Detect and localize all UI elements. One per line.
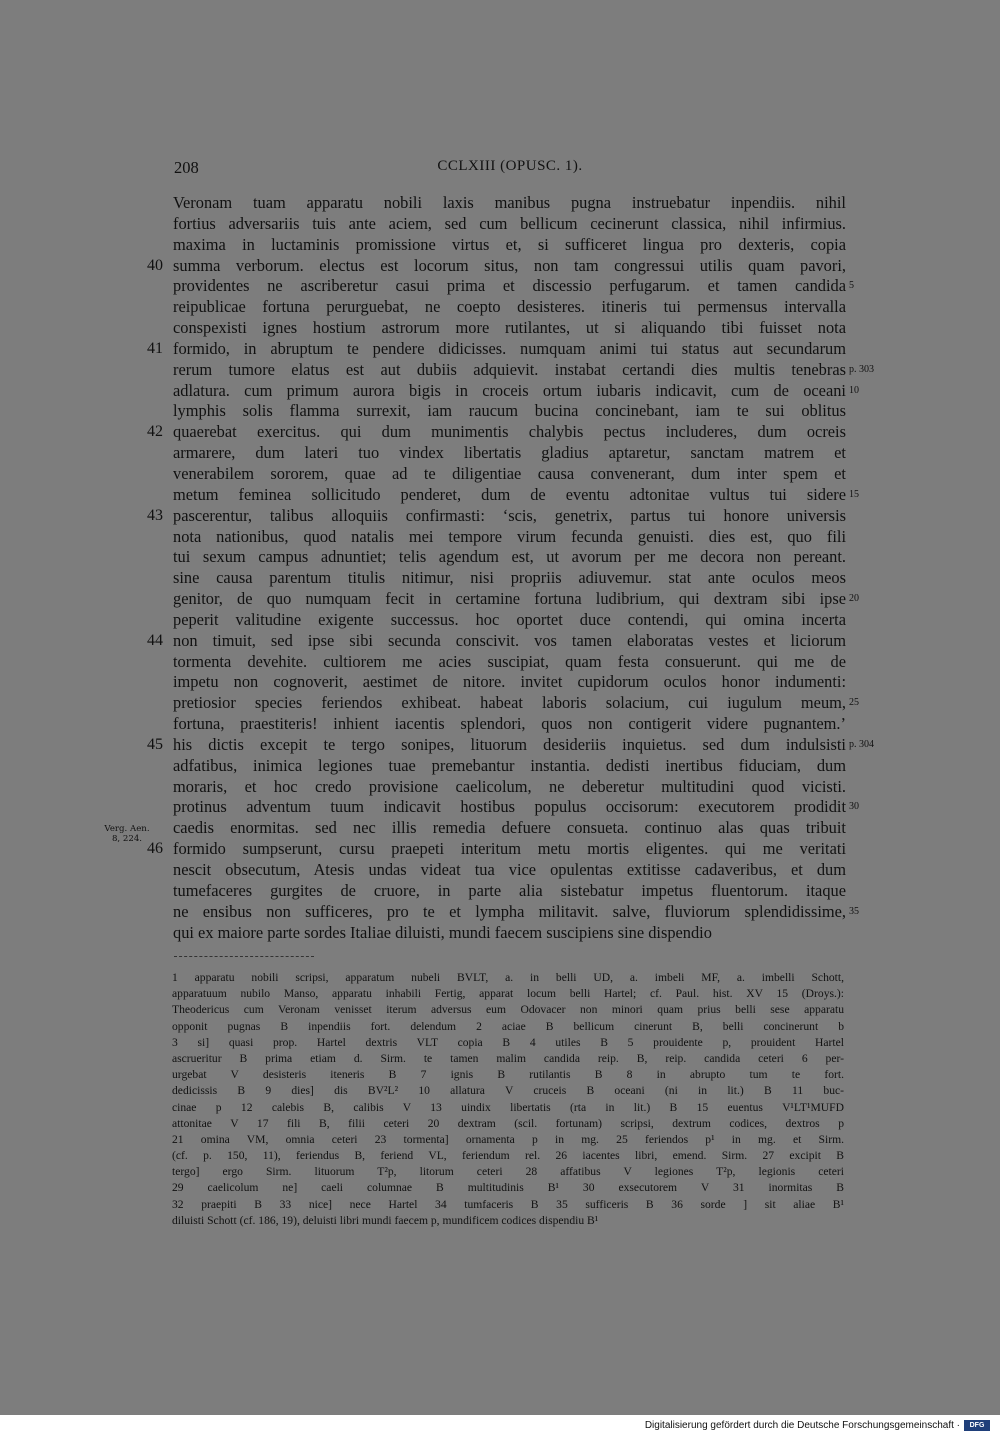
apparatus-line: dedicissis B 9 dies] dis BV²L² 10 allatura V cruceis B oceani (ni in lit.) B 11 buc- — [172, 1084, 844, 1098]
page-number: 208 — [174, 158, 199, 177]
text-line — [173, 464, 846, 485]
text-line-content: nescit obsecutum, Atesis undas videat tua vice opulentas extitisse cadaveribus, et dum — [173, 860, 846, 879]
text-line — [147, 505, 846, 527]
text-line-content: metum feminea sollicitudo penderet, dum de eventu adtonitae vultus tui sidere — [173, 484, 846, 504]
text-line-content: providentes ne ascriberetur casui prima et discessio perfugarum. et tamen candida — [173, 276, 846, 296]
footer-credit — [645, 1419, 990, 1433]
text-line-content: summa verborum. electus est locorum situs, non tam congressui utilis quam pavori, — [173, 255, 846, 275]
text-line-content: reipublicae fortuna perurguebat, ne coepto desisteres. itineris tui permensus intervalla — [173, 297, 846, 317]
text-line-content: impetu non cognoverit, aestimet de nitore. invitet cupidorum oculos honor indumenti: — [173, 672, 846, 692]
text-line-content: tui sexum campus adnuntiet; telis agendum est, ut avorum per me decora non pereant. — [173, 547, 846, 567]
text-line — [173, 547, 846, 568]
apparatus-line: apparatuum nubilo Manso, apparatu inhabili Fertig, apparat locum belli Hartel; cf. Paul. hist. XV 15 (Droys.): — [172, 987, 844, 1001]
margin-reference: 25 — [849, 697, 859, 709]
apparatus-line: Theodericus cum Veronam venisset iterum adversus eum Odovacer non minori quam prius belli sese apparatu — [172, 1003, 844, 1017]
apparatus-line: ascrueritur B prima etiam d. Sirm. te tamen malim candida reip. B, reip. candida ceteri 6 per- — [172, 1051, 844, 1065]
text-line — [173, 276, 854, 297]
margin-citation-line: 8, 224. — [111, 834, 143, 844]
text-line — [147, 338, 846, 360]
paragraph-number: 43 — [147, 506, 163, 524]
dfg-logo: DFG — [964, 1420, 990, 1431]
text-line-content: formido sumpserunt, cursu praepeti interitum metu mortis eligentes. qui me veritati — [173, 839, 846, 859]
text-line — [173, 527, 846, 548]
text-line — [173, 714, 846, 735]
text-line-content: qui ex maiore parte sordes Italiae diluisti, mundi faecem suscipiens sine dispendio — [173, 922, 712, 942]
main-text — [147, 193, 874, 943]
text-line — [173, 214, 846, 235]
apparatus-line: cinae p 12 calebis B, calibis V 13 uindix libertatis (rta in lit.) B 15 euentus V¹LT¹MUFD — [172, 1100, 844, 1114]
text-line — [173, 923, 846, 944]
text-line — [173, 652, 846, 673]
text-line-content: moraris, et hoc credo provisione caelicolum, ne deberetur multitudini quod vicisti. — [173, 776, 846, 796]
critical-apparatus — [172, 970, 844, 1229]
margin-citation-line: Verg. Aen. — [104, 824, 150, 834]
text-line-content: maxima in luctaminis promissione virtus et, si sufficeret lingua pro dexteris, copia — [173, 234, 846, 254]
apparatus-line: 3 si] quasi prop. Hartel dextris VLT copia B 4 utiles B 5 prouidente p, prouident Hartel — [172, 1035, 844, 1049]
text-line-content: pascerentur, talibus alloquiis confirmasti: ‘scis, genetrix, partus tui honore universis — [173, 505, 846, 525]
text-line — [173, 235, 846, 256]
text-line — [173, 672, 846, 693]
apparatus-line: 29 caelicolum ne] caeli columnae B multitudinis B¹ 30 exsecutorem V 31 inormitas B — [172, 1181, 844, 1195]
margin-reference: 20 — [849, 593, 859, 605]
text-line — [173, 297, 846, 318]
text-line — [173, 901, 859, 923]
text-line-content: sine causa parentum titulis nitimur, nisi propriis adiuvemur. stat ante oculos meos — [173, 568, 846, 588]
margin-reference: 10 — [849, 384, 859, 396]
text-line — [173, 380, 859, 402]
text-line — [173, 484, 859, 506]
text-line-content: tumefaceres gurgites de cruore, in parte alia sistebatur impetus fluentorum. itaque — [173, 880, 846, 900]
text-line — [147, 734, 874, 756]
text-line-content: venerabilem sororem, quae ad te diligentiae causa convenerant, dum inter spem et — [173, 463, 846, 483]
apparatus-line: opponit pugnas B inpendiis fort. delendum 2 aciae B bellicum cinerunt B, belli concinerunt b — [172, 1019, 844, 1033]
text-line — [173, 359, 874, 381]
text-line — [173, 860, 846, 881]
text-line-content: peperit valitudine exigente successus. hoc oportet duce contendi, qui omina incerta — [173, 609, 846, 629]
text-line-content: lymphis solis flamma surrexit, iam raucum bucina concinebant, iam te sui oblitus — [173, 401, 846, 421]
page-header — [172, 158, 848, 180]
apparatus-line: urgebat V desisteris iteneris B 7 ignis B rutilantis B 8 in abrupto tum te fort. — [172, 1068, 844, 1082]
text-line — [173, 777, 846, 798]
text-line-content: caedis enormitas. sed nec illis remedia defuere consueta. continuo alas quas tribuit — [173, 818, 846, 838]
text-line — [173, 797, 859, 818]
text-line-content: conspexisti ignes hostium astrorum more rutilantes, ut si aliquando tibi fuisset nota — [173, 318, 846, 338]
text-line — [173, 589, 859, 610]
text-line-content: rerum tumore elatus est aut dubiis adquievit. instabat certandi dies multis tenebras — [173, 359, 846, 379]
text-line-content: protinus adventum tuum indicavit hostibus populus occisorum: executorem prodidit — [173, 797, 846, 817]
paragraph-number: 42 — [147, 423, 163, 441]
margin-reference: 5 — [849, 280, 854, 292]
paragraph-number: 46 — [147, 840, 163, 858]
paragraph-number: 40 — [147, 256, 163, 274]
margin-reference: 30 — [849, 801, 859, 813]
text-line-content: fortuna, praestiteris! inhient iacentis splendori, quos non contigerit videre pugnantem.’ — [173, 714, 846, 734]
apparatus-line: 1 apparatu nobili scripsi, apparatum nubeli BVLT, a. in belli UD, a. imbeli MF, a. imbelli Schott, — [172, 971, 844, 984]
margin-reference: 15 — [849, 488, 859, 500]
apparatus-line: (cf. p. 150, 11), feriendus B, feriend VL, feriendum rel. 26 iacentes libri, emend. Sirm. 27 excipit B — [172, 1149, 844, 1163]
text-line-content: nota nationibus, quod natalis mei tempore virum fecunda genuisti. dies est, quo fili — [173, 526, 846, 546]
margin-citation — [97, 824, 157, 844]
text-line-content: formido, in abruptum te pendere didicisses. numquam animi tui status aut secundarum — [173, 338, 846, 358]
text-line — [147, 630, 846, 652]
text-line — [147, 255, 846, 277]
text-line-content: ne ensibus non sufficeres, pro te et lympha militavit. salve, fluviorum splendidissime, — [173, 901, 846, 921]
text-line-content: fortius adversariis tuis ante aciem, sed cum bellicum cecinerunt classica, nihil infirmius. — [173, 213, 846, 233]
text-line-content: Veronam tuam apparatu nobili laxis manibus pugna instruebatur inpendiis. nihil — [173, 193, 846, 212]
text-line-content: non timuit, sed ipse sibi secunda conscivit. vos tamen elaboratas vestes et liciorum — [173, 630, 846, 650]
text-line-content: armarere, dum lateri tuo vindex libertatis gladius aptaretur, sanctam matrem et — [173, 443, 846, 463]
paragraph-number: 44 — [147, 631, 163, 649]
text-line — [173, 693, 859, 714]
footer-text: Digitalisierung gefördert durch die Deutsche Forschungsgemeinschaft · — [644, 1420, 960, 1431]
text-line — [147, 422, 846, 443]
margin-reference: p. 304 — [849, 738, 874, 750]
text-line-content: tormenta devehite. cultiorem me acies suscipiat, quam festa consuerunt. qui me de — [173, 651, 846, 671]
apparatus-line: tergo] ergo Sirm. lituorum T²p, litorum ceteri 28 affatibus V legiones T²p, legionis ceteri — [172, 1165, 844, 1179]
text-line-content: pretiosior species feriendos exhibeat. habeat laboris solacium, cui iugulum meum, — [173, 693, 846, 713]
paragraph-number: 45 — [147, 735, 163, 753]
text-line — [173, 193, 846, 214]
apparatus-line: diluisti Schott (cf. 186, 19), deluisti libri mundi faecem p, mundificem codices dispendiu B¹ — [172, 1213, 599, 1227]
apparatus-line: attonitae V 17 fili B, filii ceteri 20 dextram (scil. fortunam) scripsi, dextrum codices, dextros p — [172, 1116, 844, 1130]
text-line — [173, 610, 846, 631]
text-line-content: genitor, de quo numquam fecit in certamine fortuna ludibrium, qui dextram sibi ipse — [173, 589, 846, 609]
text-line-content: his dictis excepit te tergo sonipes, lituorum desideriis inquietus. sed dum indulsisti — [173, 734, 846, 754]
apparatus-line: 32 praepiti B 33 nice] nece Hartel 34 tumfaceris B 35 sufficeris B 36 sorde ] sit aliae B¹ — [172, 1197, 844, 1211]
text-line — [147, 839, 846, 860]
apparatus-line: 21 omina VM, omnia ceteri 23 tormenta] ornamenta p in mg. 25 feriendos p¹ in mg. et Sirm. — [172, 1132, 844, 1146]
text-line — [173, 756, 846, 777]
margin-reference: 35 — [849, 905, 859, 917]
text-line — [173, 401, 846, 422]
text-line — [173, 443, 846, 464]
running-title: CCLXIII (OPUSC. 1). — [437, 158, 583, 174]
text-line-content: adfatibus, inimica legiones tuae premebantur instantia. dedisti inertibus fiduciam, dum — [173, 755, 846, 775]
margin-reference: p. 303 — [849, 363, 874, 375]
text-line-content: adlatura. cum primum aurora bigis in croceis ortum iubaris indicavit, cum de oceani — [173, 380, 846, 400]
text-line — [173, 818, 846, 839]
text-line — [173, 881, 846, 902]
paragraph-number: 41 — [147, 339, 163, 357]
text-line — [173, 318, 846, 339]
text-line-content: quaerebat exercitus. qui dum munimentis chalybis pectus includeres, dum ocreis — [173, 422, 846, 442]
text-line — [173, 568, 846, 589]
footnote-divider — [174, 956, 314, 958]
